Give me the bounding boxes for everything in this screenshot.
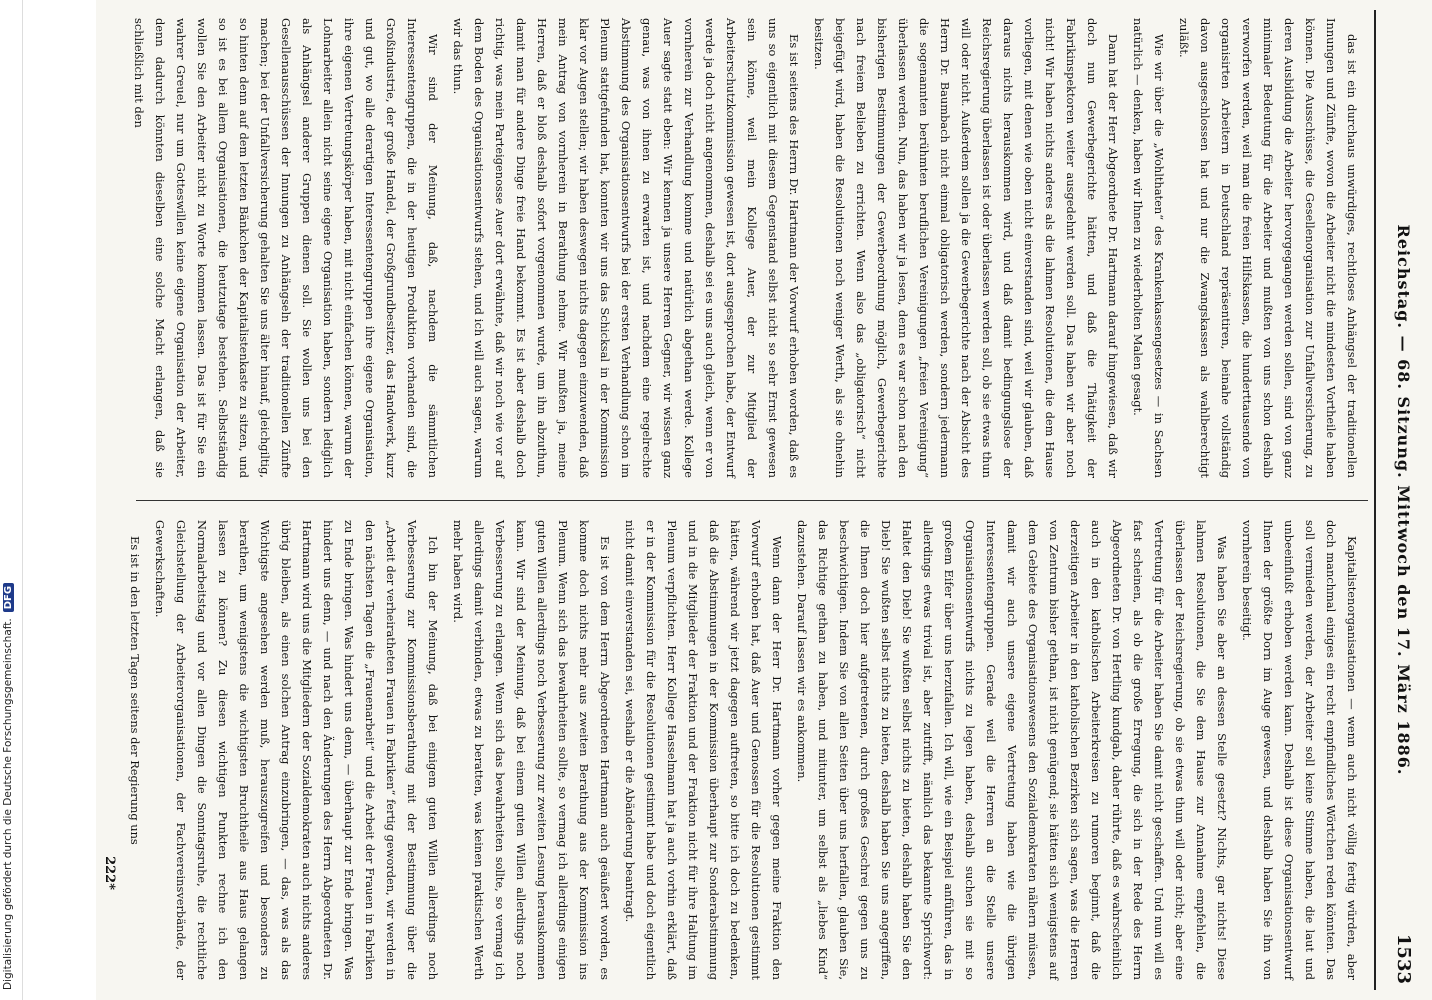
- digitization-credit-text: [2, 583, 14, 990]
- signature-mark: 222*: [102, 856, 117, 890]
- paragraph: Wenn dann der Herr Dr. Hartmann vorher gegen meine Fraktion den Vorwurf erhoben hat, daß Auer und Genossen für die Resolutionen gestimmt hätten, während wir jetzt dagegen auftreten, so bitte ich doch zu bedenken, daß die Abstimmungen in der Kommission überhaupt zur Sonderabstimmung und in die Mitglieder der Fraktion und der Fraktion nicht für ihre Haltung im Plenum verpflichten. Herr Kollege Hasselmann hat ja auch vorhin erklärt, daß er in der Kommission für die Resolutionen gestimmt habe und doch eigentlich nicht damit einverstanden sei, weshalb er die Abänderung beantragt.: [623, 520, 784, 980]
- column-divider: [136, 500, 1368, 501]
- dfg-logo: DFG: [3, 583, 14, 612]
- paragraph: Ich bin der Meinung, daß bei einigem guten Willen allerdings noch Verbesserung zur Kommissionsberathung mit der Bestimmung über die „Arbeit der verheiratheten Frauen in Fabriken“ fertig geworden, wir werden in den nächsten Tagen die „Frauenarbeit“ und die Arbeit der Frauen in Fabriken zu Ende bringen. Was hindert uns denn, — überhaupt zur Ende bringen. Was hindert uns denn, — und nach den Änderungen des Herrn Abgeordneten Dr. Hartmann wird uns die Mitgliedern der Sozialdemokraten auch nichts anderes übrig bleiben, als einen solchen Antrag einzubringen, — das, was als das Wichtigste angesehen werden muß, herauszugreifen und besonders zu berathen, um wenigstens die wichtigsten Bruchtheile aus Haus gelangen lassen zu können? Zu diesen wichtigen Punkten rechne ich den Normalarbeitstag und vor allen Dingen die Sonntagsruhe, die rechtliche Gleichstellung der Arbeiterorganisationen, der Fachvereinsverbände, der Gewerkschaften.: [153, 520, 440, 980]
- paragraph: Es ist seitens des Herrn Dr. Hartmann der Vorwurf erhoben worden, daß es uns so eigentlich mit diesem Gegenstand selbst nicht so sehr Ernst gewesen sein könne, weil mein Kollege Auer, der zur Mitglied der Arbeiterschutzkommission gewesen ist, dort ausgesprochen habe, der Entwurf werde ja doch nicht angenommen, deshalb sei es uns auch gleich, wenn er von vornherein zur Verhandlung komme und natürlich abgethan werde. Kollege Auer sagte statt eben: Wir kennen ja unsere Herren Gegner, wir wissen ganz genau, was von ihnen zu erwarten ist, und nachdem eine regelrechte Abstimmung des Organisationsentwurfs bei der ersten Verhandlung schon im Plenum stattgefunden hat, konnten wir uns das Schicksal in der Kommission klar vor Augen stellen; wir haben deswegen nichts dagegen einzuwenden, daß mein Antrag von vornherein in Berathung nehme. Wir mußten ja, meine Herren, daß er bloß deshalb sofort vorgenommen wurde, um ihn abzuthun, damit man für andere Dinge freie Hand bekommt. Es ist aber deshalb doch richtig, was mein Parteigenosse Auer dort erwähnte, daß wir noch wie vor auf dem Boden des Organisationsentwurfs stehen, und ich will auch sagen, warum wir das thun.: [451, 18, 801, 478]
- paragraph: das ist ein durchaus unwürdiges, rechtloses Anhängsel der traditionellen Innungen und Zünfte, wovon die Arbeiter nicht die mindesten Vortheile haben können. Die Ausschüsse, die Gesellenorganisation zur Unfallversicherung, zu deren Ausbildung die Arbeiter hervorgegangen werden sollen, sind von ganz minimaler Bedeutung für die Arbeiter und mußten von uns schon deshalb verworfen werden, weil man die freien Hilfskassen, die hunderttausende von organisirten Arbeitern in Deutschland repräsentiren, beinahe vollständig davon ausgeschlossen hat und nur die Zwangskassen als wahlberechtigt zuläßt.: [1177, 18, 1359, 478]
- header-title: Reichstag. — 68. Sitzung. Mittwoch den 17. März 1886.: [1394, 224, 1414, 776]
- paragraph: Wie wir über die „Wohlthaten“ des Krankenkassengesetzes — in Sachsen natürlich — denken, haben wir Ihnen zu wiederholten Malen gesagt.: [1131, 18, 1166, 478]
- paragraph: Was haben Sie aber an dessen Stelle gesetzt? Nichts, gar nichts! Diese lahmen Resolutionen, die Sie dem Hause zur Annahme empfehlen, die überlassen der Reichsregierung, ob sie etwas thun will oder nicht; aber eine Vertretung für die Arbeiter haben Sie damit nicht geschaffen. Und nun will es fast scheinen, als ob die große Erregung, die sich in der Rede des Herrn Abgeordneten Dr. von Hertling kundgab, daher rührte, daß es wahrscheinlich auch in den katholischen Arbeiterkreisen zu rumoren beginnt, daß die derzeitigen Arbeiter in den katholischen Bezirken sich sagen, was die Herren von Zentrum bisher gethan, ist nicht genügend; sie hätten sich wenigstens auf dem Gebiete des Organisationswesens den Sozialdemokraten nähern müssen, damit wir auch unsere eigene Vertretung haben wie die übrigen Interessentengruppen. Gerade weil die Herren an die Stelle unsere Organisationsentwurfs nichts zu legen haben, deshalb suchen sie mit so großem Eifer über uns herzufallen. Ich will, wie ein Beispiel anführen, das in allerdings etwas trivial ist, aber zutrifft, nämlich das bekannte Sprichwort: Haltet den Dieb! Sie wußten selbst nichts zu bieten, deshalb haben Sie den Dieb! Sie wußten selbst nichts zu bieten, deshalb haben Sie uns angegriffen, die Ihnen doch hier aufgetretenen, durch großes Geschrei gegen uns zu beschwichtigen. Indem Sie von allen Seiten über uns herfallen, glauben Sie, das Richtige gethan zu haben, und mitunter, um selbst als „liebes Kind“ dazustehen. Darauf lassen wir es ankommen.: [795, 520, 1229, 980]
- right-column: [128, 520, 1362, 980]
- paragraph: Es ist von dem Herrn Abgeordneten Hartmann auch geäußert worden, es komme doch nichts mehr aus zweiten Berathung aus der Kommission ins Plenum. Wenn sich das bewahrheiten sollte, so vermag ich allerdings einigen guten Willen allerdings noch Verbesserung zur zweiten Lesung herauskommen kann. Wir sind der Meinung, daß bei einem guten Willen allerdings noch Verbesserung zu erlangen. Wenn sich das bewahrheiten sollte, so vermag ich allerdings damit verbinden, etwas zu beratten, was keinen praktischen Werth mehr haben wird.: [451, 520, 612, 980]
- header-rule: [1374, 10, 1376, 990]
- paragraph: Wir sind der Meinung, daß, nachdem die sämmtlichen Interessentengruppen, die in der heutigen Produktion vorhanden sind, die Großindustrie, der große Handel, der Großgrundbesitzer, das Handwerk, kurz und gut, wo alle derartigen Interessentengruppen ihre eigene Organisation, ihre eigenen Vertretungskörper haben, mit nicht einfachen können, warum der Lohnarbeiter allein nicht seine eigene Organisation haben, sondern lediglich als Anhängsel anderer Gruppen dienen soll. Sie wollen uns bei den Gesellenausschüssen der Innungen zu Anhängseln der traditionellen Zünfte machen; bei der Unfallversicherung gehalten Sie uns älter hinauf, gleichgiltig, so hinten denn auf dem letzten Bänkchen der Kapitalistenkaste zu sitzen, und so ist es bei allem Organisationen, die heutzutage bestehen. Selbstständig wollen Sie den Arbeiter nicht zu Worte kommen lassen. Das ist für Sie ein wahrer Greuel, nur um Gotteswillen keine eigene Organisation der Arbeiter, denn dadurch könnten dieselben eine solche Macht erlangen, daß sie schließlich mit den: [132, 18, 440, 478]
- left-column: [132, 18, 1362, 478]
- paragraph: Es ist in den letzten Tagen seitens der Regierung uns: [128, 536, 142, 845]
- digitization-credit: [0, 0, 23, 1000]
- page-number: 1533: [1393, 933, 1414, 984]
- newspaper-page: [96, 0, 1432, 1000]
- paragraph: Kapitalistenorganisationen — wenn auch nicht völlig fertig würden, aber doch manchmal einiges ein recht empfindliches Wörtchen reden könnten. Das soll vermieden werden, der Arbeiter soll keine Stimme haben, die laut und unbeeinflußt erhoben werden kann. Deshalb ist diese Organisationsentwurf Ihnen der größte Dorn im Auge gewesen, und deshalb haben Sie ihn von vornherein beseitigt.: [1240, 520, 1359, 980]
- credit-label: Digitalisierung gefördert durch die Deutsche Forschungsgemeinschaft.: [2, 618, 14, 990]
- paragraph: Dann hat der Herr Abgeordnete Dr. Hartmann darauf hingewiesen, daß wir doch nun Gewerbegerichte hätten, und daß die Thätigkeit der Fabrikinspektoren weiter ausgedehnt werden soll. Das haben wir aber noch nicht! Wir haben nichts anderes als die lahmen Resolutionen, die dem Hause vorliegen, mit denen wie oben nicht einverstanden sind, weil wir glauben, daß daraus nichts herauskommen wird, und daß damit bedingungslose der Reichsregierung überlassen ist oder überlassen werden soll, ob sie etwas thun will oder nicht. Außerdem sollen ja die Gewerbegerichte nach der Absicht des Herrn Dr. Baumbach nicht einmal obligatorisch werden, sondern jedermann die sogenannten berühmten beruflichen Vereinigungen „freien Vereinigung“ überlassen werden. Nun, das haben wir ja lesen, denn es war schon nach den bisherigen Bestimmungen der Gewerbeordnung möglich, Gewerbegerichte nach freiem Belieben zu errichten. Wenn also das „obligatorisch“ nicht beigefügt wird, haben die Resolutionen noch weniger Werth, als sie ohnehin besitzen.: [812, 18, 1120, 478]
- page-header: [1376, 0, 1432, 1000]
